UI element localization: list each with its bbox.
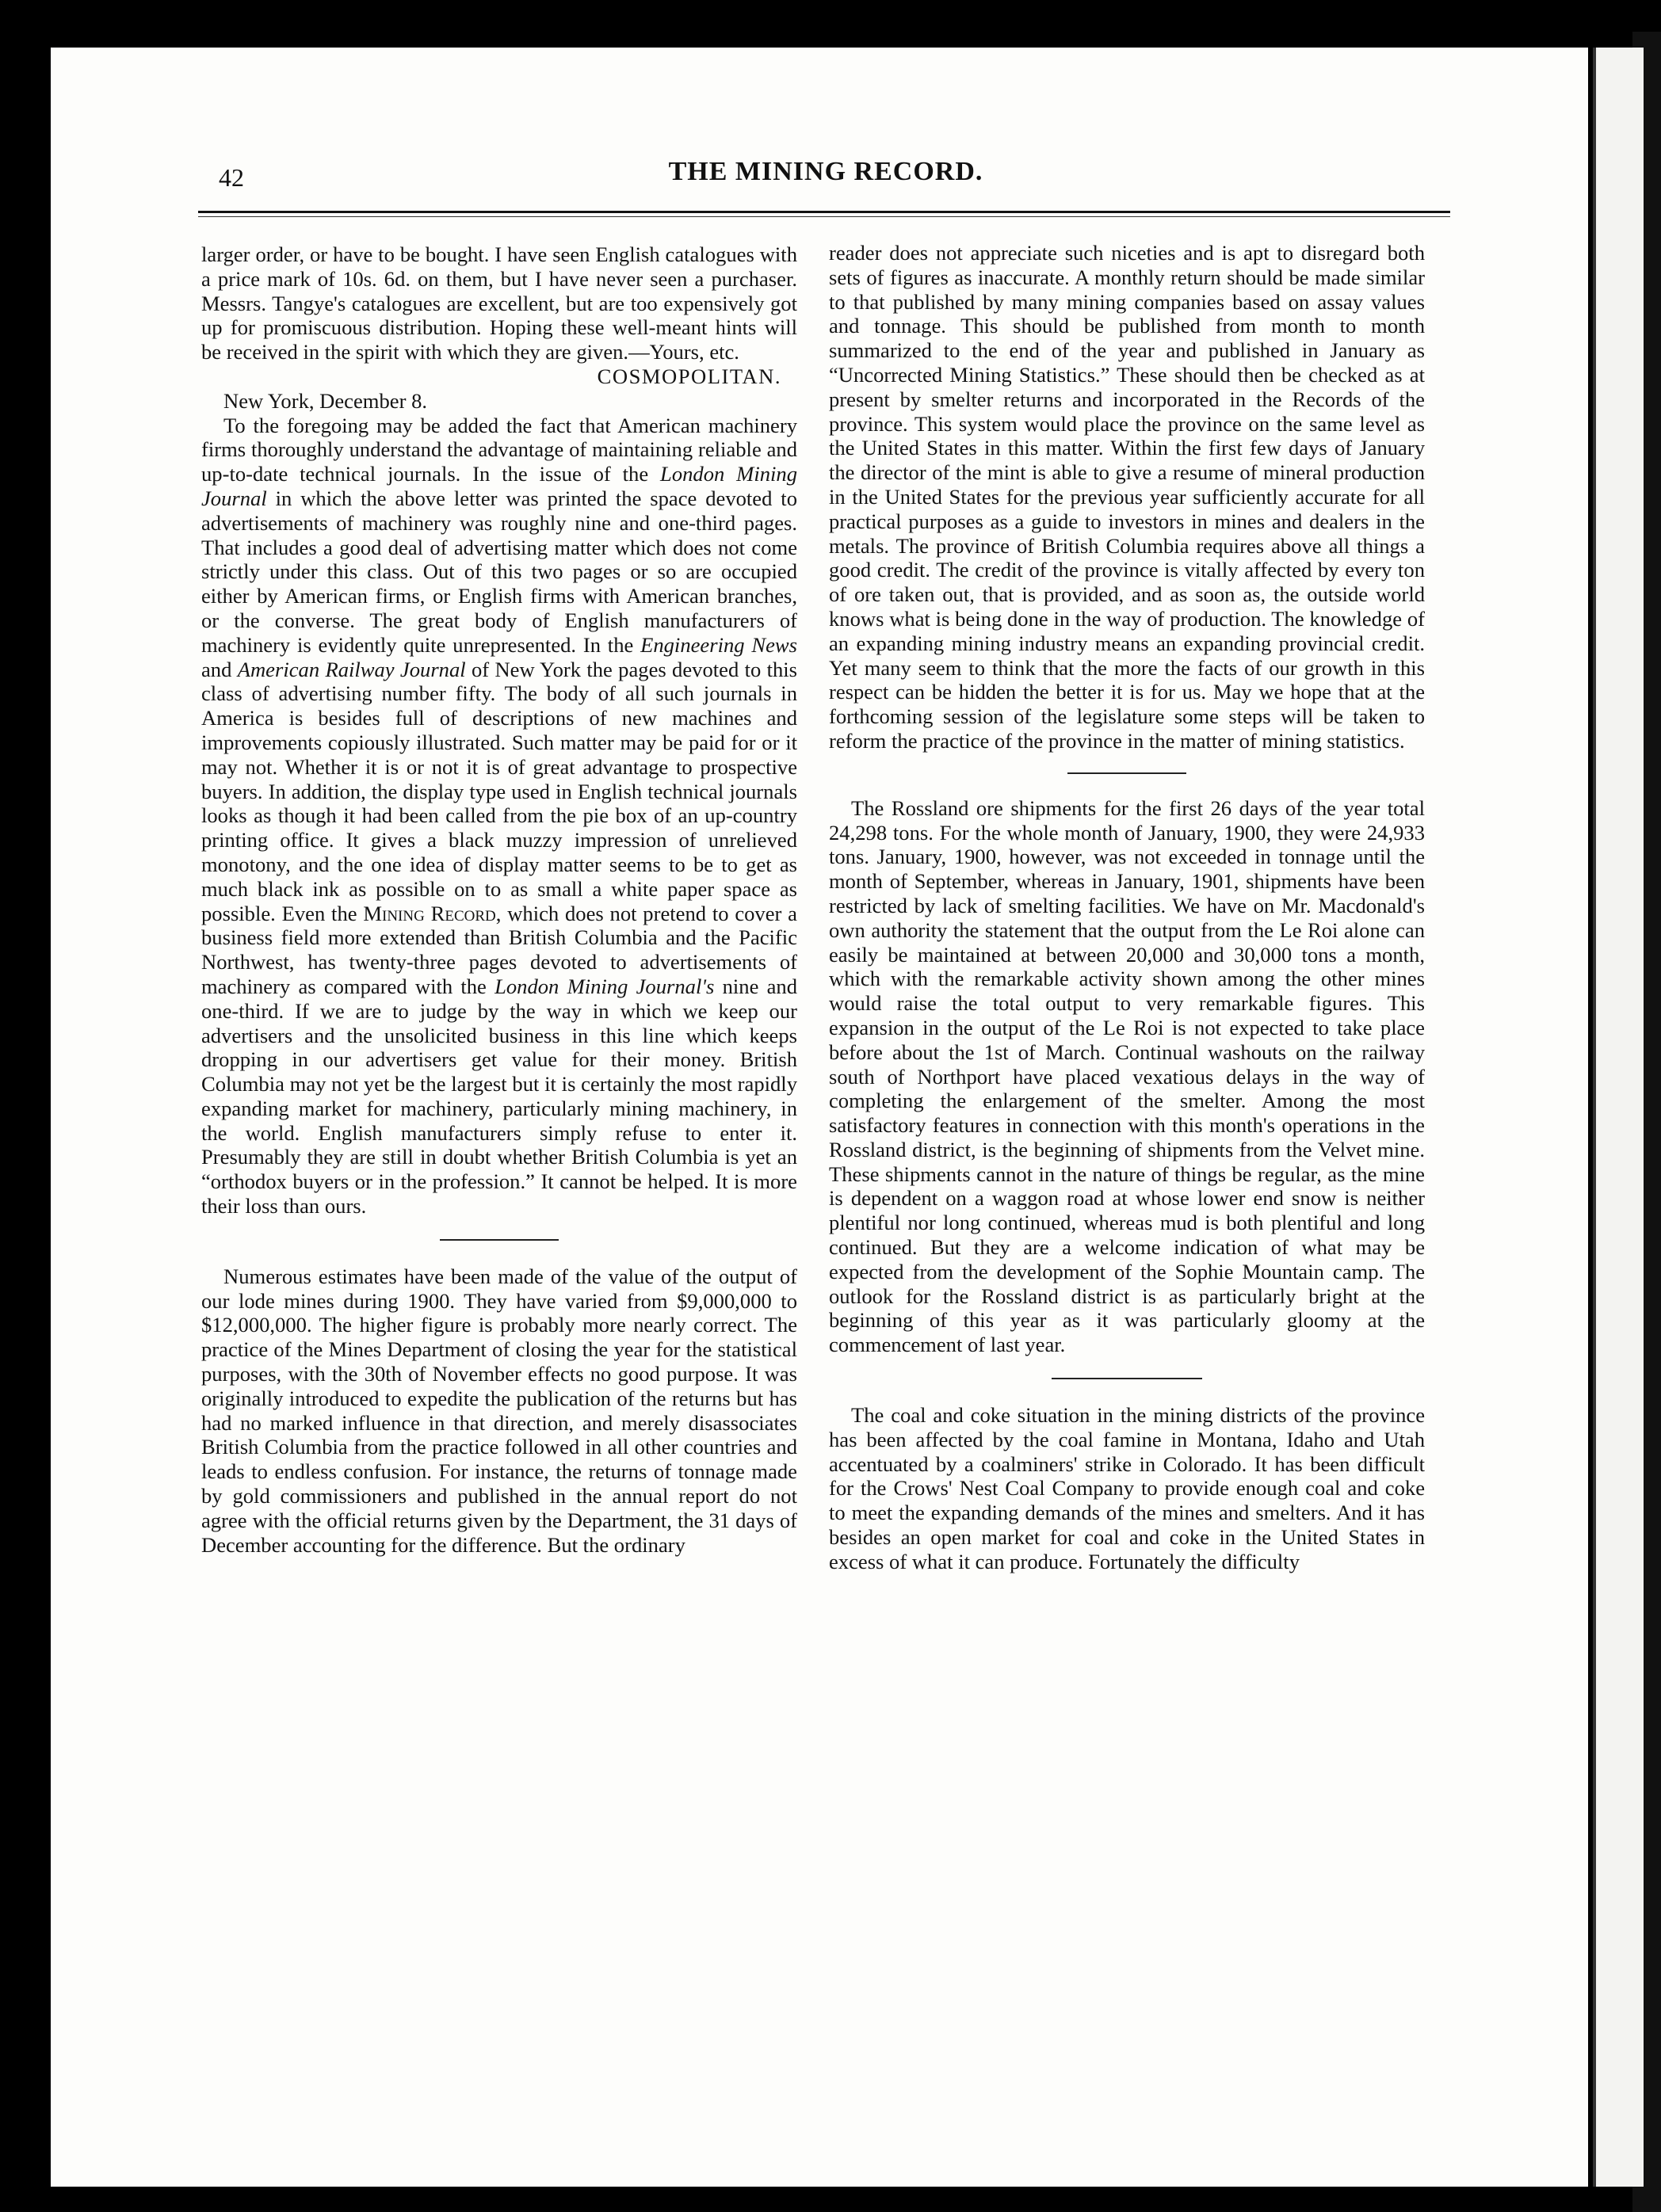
header-rule bbox=[198, 211, 1450, 213]
publication-name: American Railway Journal bbox=[237, 657, 466, 681]
page-number: 42 bbox=[219, 163, 244, 192]
publication-name: Mining Record bbox=[363, 901, 496, 925]
text-segment: nine and one-third. If we are to judge by the way in which we keep our advertisers and the unsolicited business in this line which keeps dropping in our advertisers get value for their money. British Columbia may not yet be the largest but it is certainly the most rapidly expanding market for machinery, particularly mining machinery, in the world. English manufacturers simply refuse to enter it. Presumably they are still in doubt whether British Columbia is yet an “orthodox buyers or in the profession.” It cannot be helped. It is more their loss than ours. bbox=[201, 974, 797, 1219]
letter-dateline: New York, December 8. bbox=[223, 388, 428, 413]
journal-title: THE MINING RECORD. bbox=[668, 157, 983, 186]
publication-name: London Mining Journal bbox=[201, 462, 797, 510]
editorial-paragraph-output-estimates: Numerous estimates have been made of the value of the output of our lode mines during 1900. They have varied from $9,000,000 to $12,000,000. The higher figure is probably more nearly correct. The practice of the Mines Department of closing the year for the statistical purposes, with the 30th of November effects no good purpose. It was originally introduced to expedite the publication of the returns but has had no marked influence in that direction, and merely disassociates British Columbia from the practice followed in all other countries and leads to endless confusion. For instance, the returns of tonnage made by gold commissioners and published in the annual report do not agree with the official returns given by the Department, the 31 days of December accounting for the difference. But the ordinary bbox=[201, 1264, 797, 1557]
publication-name: Engineering News bbox=[640, 632, 797, 657]
publication-name: London Mining Journal's bbox=[494, 974, 715, 998]
text-segment: in which the above letter was printed the space devoted to advertisements of machinery was roughly nine and one-third pages. That includes a good deal of advertising matter which does not come strictly under this class. Out of this two pages or so are occupied either by American firms, or English firms with American branches, or the converse. The great body of English manufacturers of machinery is evidently quite unrepresented. In the bbox=[201, 486, 797, 657]
running-header bbox=[219, 157, 1433, 204]
editorial-paragraph-coal-coke: The coal and coke situation in the mining districts of the province has been affected by the coal famine in Montana, Idaho and Utah accentuated by a coalminers' strike in Colorado. It has been difficult for the Crows' Nest Coal Company to provide enough coal and coke to meet the expanding demands of the mines and smelters. And it has besides an open market for coal and coke in the United States in excess of what it can produce. Fortunately the difficulty bbox=[829, 1403, 1425, 1573]
letter-signature: COSMOPOLITAN. bbox=[597, 364, 781, 388]
text-segment: , which does not pretend to cover a business field more extended than British Columbia and the Pacific Northwest, has twenty-three pages devoted to advertisements of machinery as compared with the bbox=[201, 901, 797, 998]
text-segment: and bbox=[201, 657, 238, 681]
left-column bbox=[201, 242, 797, 1557]
section-divider bbox=[1067, 772, 1186, 774]
editorial-paragraph-statistics: reader does not appreciate such niceties and is apt to disregard both sets of figures as inaccurate. A monthly return should be made similar to that published by many mining companies based on assay values and tonnage. This should be published from month to month summarized to the end of the year and published in January as “Uncorrected Mining Statistics.” These should then be checked as at present by smelter returns and incorporated in the Records of the province. This system would place the province on the same level as the United States in this matter. Within the first few days of January the director of the mint is able to give a resume of mineral production in the United States for the previous year sufficiently accurate for all practical purposes as a guide to investors in mines and dealers in the metals. The province of British Columbia requires above all things a good credit. The credit of the province is vitally affected by every ton of ore taken out, that is provided, and as soon as, the outside world knows what is being done in the way of production. The knowledge of an expanding mining industry means an expanding provincial credit. Yet many seem to think that the more the facts of our growth in this respect can be hidden the better it is for us. May we hope that at the forthcoming session of the legislature some steps will be taken to reform the practice of the province in the matter of mining statistics. bbox=[829, 241, 1425, 753]
letter-closing-paragraph: larger order, or have to be bought. I have seen English catalogues with a price mark of 10s. 6d. on them, but I have never seen a purchaser. Messrs. Tangye's catalogues are excellent, but are too expensively got up for promiscuous distribution. Hoping these well-meant hints will be received in the spirit with which they are given.—Yours, etc. bbox=[201, 242, 797, 364]
adjacent-page-edge bbox=[1593, 48, 1644, 2187]
editorial-paragraph-advertising bbox=[201, 414, 797, 1219]
text-segment: of New York the pages devoted to this class of advertising number fifty. The body of all such journals in America is besides full of descriptions of new machines and improvements copiously illustrated. Such matter may be paid for or it may not. Whether it is or not it is of great advantage to prospective buyers. In addition, the display type used in English technical journals looks as though it had been called from the pie box of an up-country printing office. It gives a black muzzy impression of unrelieved monotony, and the one idea of display matter seems to be to get as much black ink as possible on to as small a white paper space as possible. Even the bbox=[201, 657, 798, 925]
text-segment: To the foregoing may be added the fact that American machinery firms thoroughly understand the advantage of maintaining reliable and up-to-date technical journals. In the issue of the bbox=[201, 413, 797, 486]
editorial-paragraph-rossland: The Rossland ore shipments for the first 26 days of the year total 24,298 tons. For the whole month of January, 1900, they were 24,933 tons. January, 1900, however, was not exceeded in tonnage until the month of September, whereas in January, 1901, shipments have been restricted by lack of smelting facilities. We have on Mr. Macdonald's own authority the statement that the output from the Le Roi alone can easily be maintained at between 20,000 and 30,000 tons a month, which with the remarkable activity shown among the other mines would raise the total output to very remarkable figures. This expansion in the output of the Le Roi is not expected to take place before about the 1st of March. Continual washouts on the railway south of Northport have placed vexatious delays in the way of completing the enlargement of the smelter. Among the most satisfactory features in connection with this month's operations in the Rossland district, is the beginning of shipments from the Velvet mine. These shipments cannot in the nature of things be regular, as the mine is dependent on a waggon road at whose lower end snow is neither plentiful nor long continued, whereas mud is both plentiful and long continued. But they are a welcome indication of what may be expected from the development of the Sophie Mountain camp. The outlook for the Rossland district is as particularly bright at the beginning of this year as it was particularly gloomy at the commencement of last year. bbox=[829, 795, 1425, 1357]
section-divider bbox=[1052, 1378, 1202, 1379]
header-rule-thin bbox=[198, 216, 1450, 217]
section-divider bbox=[440, 1239, 559, 1241]
right-column bbox=[829, 241, 1425, 1574]
